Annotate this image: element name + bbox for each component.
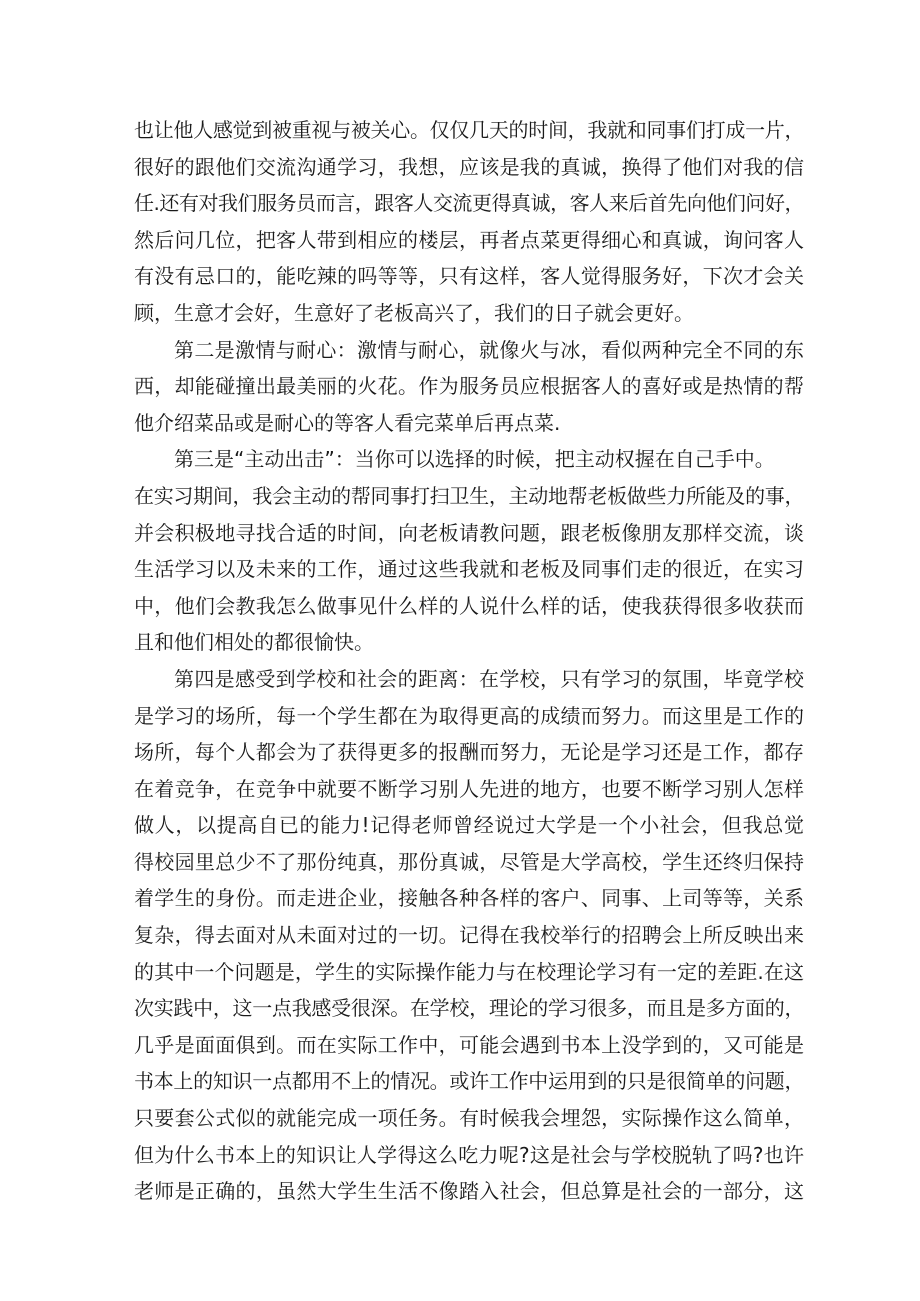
text-line: 的其中一个问题是，学生的实际操作能力与在校理论学习有一定的差距.在这	[134, 959, 804, 984]
text-line: 第四是感受到学校和社会的距离：在学校，只有学习的氛围，毕竟学校	[174, 666, 804, 691]
text-line: 顾，生意才会好，生意好了老板高兴了，我们的日子就会更好。	[134, 300, 694, 325]
text-line: 场所，每个人都会为了获得更多的报酬而努力，无论是学习还是工作，都存	[134, 740, 804, 765]
text-line: 只要套公式似的就能完成一项任务。有时候我会埋怨，实际操作这么简单，	[134, 1106, 804, 1131]
text-line: 复杂，得去面对从未面对过的一切。记得在我校举行的招聘会上所反映出来	[134, 923, 804, 948]
text-line: 且和他们相处的都很愉快。	[134, 630, 374, 655]
text-line: 书本上的知识一点都用不上的情况。或许工作中运用到的只是很简单的问题，	[134, 1069, 804, 1094]
text-line: 然后问几位，把客人带到相应的楼层，再者点菜更得细心和真诚，询问客人	[134, 227, 804, 252]
text-line: 次实践中，这一点我感受很深。在学校，理论的学习很多，而且是多方面的，	[134, 996, 804, 1021]
text-line: 生活学习以及未来的工作，通过这些我就和老板及同事们走的很近，在实习	[134, 557, 804, 582]
text-line: 几乎是面面俱到。而在实际工作中，可能会遇到书本上没学到的，又可能是	[134, 1032, 804, 1057]
text-line: 第二是激情与耐心：激情与耐心，就像火与冰，看似两种完全不同的东	[174, 337, 804, 362]
text-line: 老师是正确的，虽然大学生生活不像踏入社会，但总算是社会的一部分，这	[134, 1179, 804, 1204]
text-line: 在着竞争，在竞争中就要不断学习别人先进的地方，也要不断学习别人怎样	[134, 776, 804, 801]
text-line: 有没有忌口的，能吃辣的吗等等，只有这样，客人觉得服务好，下次才会关	[134, 264, 804, 289]
text-line: 中，他们会教我怎么做事见什么样的人说什么样的话，使我获得很多收获而	[134, 593, 804, 618]
text-line: 也让他人感觉到被重视与被关心。仅仅几天的时间，我就和同事们打成一片，	[134, 118, 804, 142]
text-line: 是学习的场所，每一个学生都在为取得更高的成绩而努力。而这里是工作的	[134, 703, 804, 728]
text-line: 西，却能碰撞出最美丽的火花。作为服务员应根据客人的喜好或是热情的帮	[134, 374, 804, 399]
text-line: 很好的跟他们交流沟通学习，我想，应该是我的真诚，换得了他们对我的信	[134, 154, 804, 179]
text-line: 任.还有对我们服务员而言，跟客人交流更得真诚，客人来后首先向他们问好，	[134, 191, 804, 216]
text-line: 在实习期间，我会主动的帮同事打扫卫生，主动地帮老板做些力所能及的事，	[134, 483, 804, 508]
text-line: 第三是“主动出击”：当你可以选择的时候，把主动权握在自己手中。	[174, 447, 775, 472]
document-page	[134, 112, 804, 1210]
text-line: 着学生的身份。而走进企业，接触各种各样的客户、同事、上司等等，关系	[134, 886, 804, 911]
text-line: 但为什么书本上的知识让人学得这么吃力呢?这是社会与学校脱轨了吗?也许	[134, 1142, 804, 1167]
text-line: 得校园里总少不了那份纯真，那份真诚，尽管是大学高校，学生还终归保持	[134, 849, 804, 874]
text-line: 他介绍菜品或是耐心的等客人看完菜单后再点菜.	[134, 410, 561, 435]
text-line: 并会积极地寻找合适的时间，向老板请教问题，跟老板像朋友那样交流，谈	[134, 520, 804, 545]
text-line: 做人，以提高自已的能力!记得老师曾经说过大学是一个小社会，但我总觉	[134, 813, 804, 838]
